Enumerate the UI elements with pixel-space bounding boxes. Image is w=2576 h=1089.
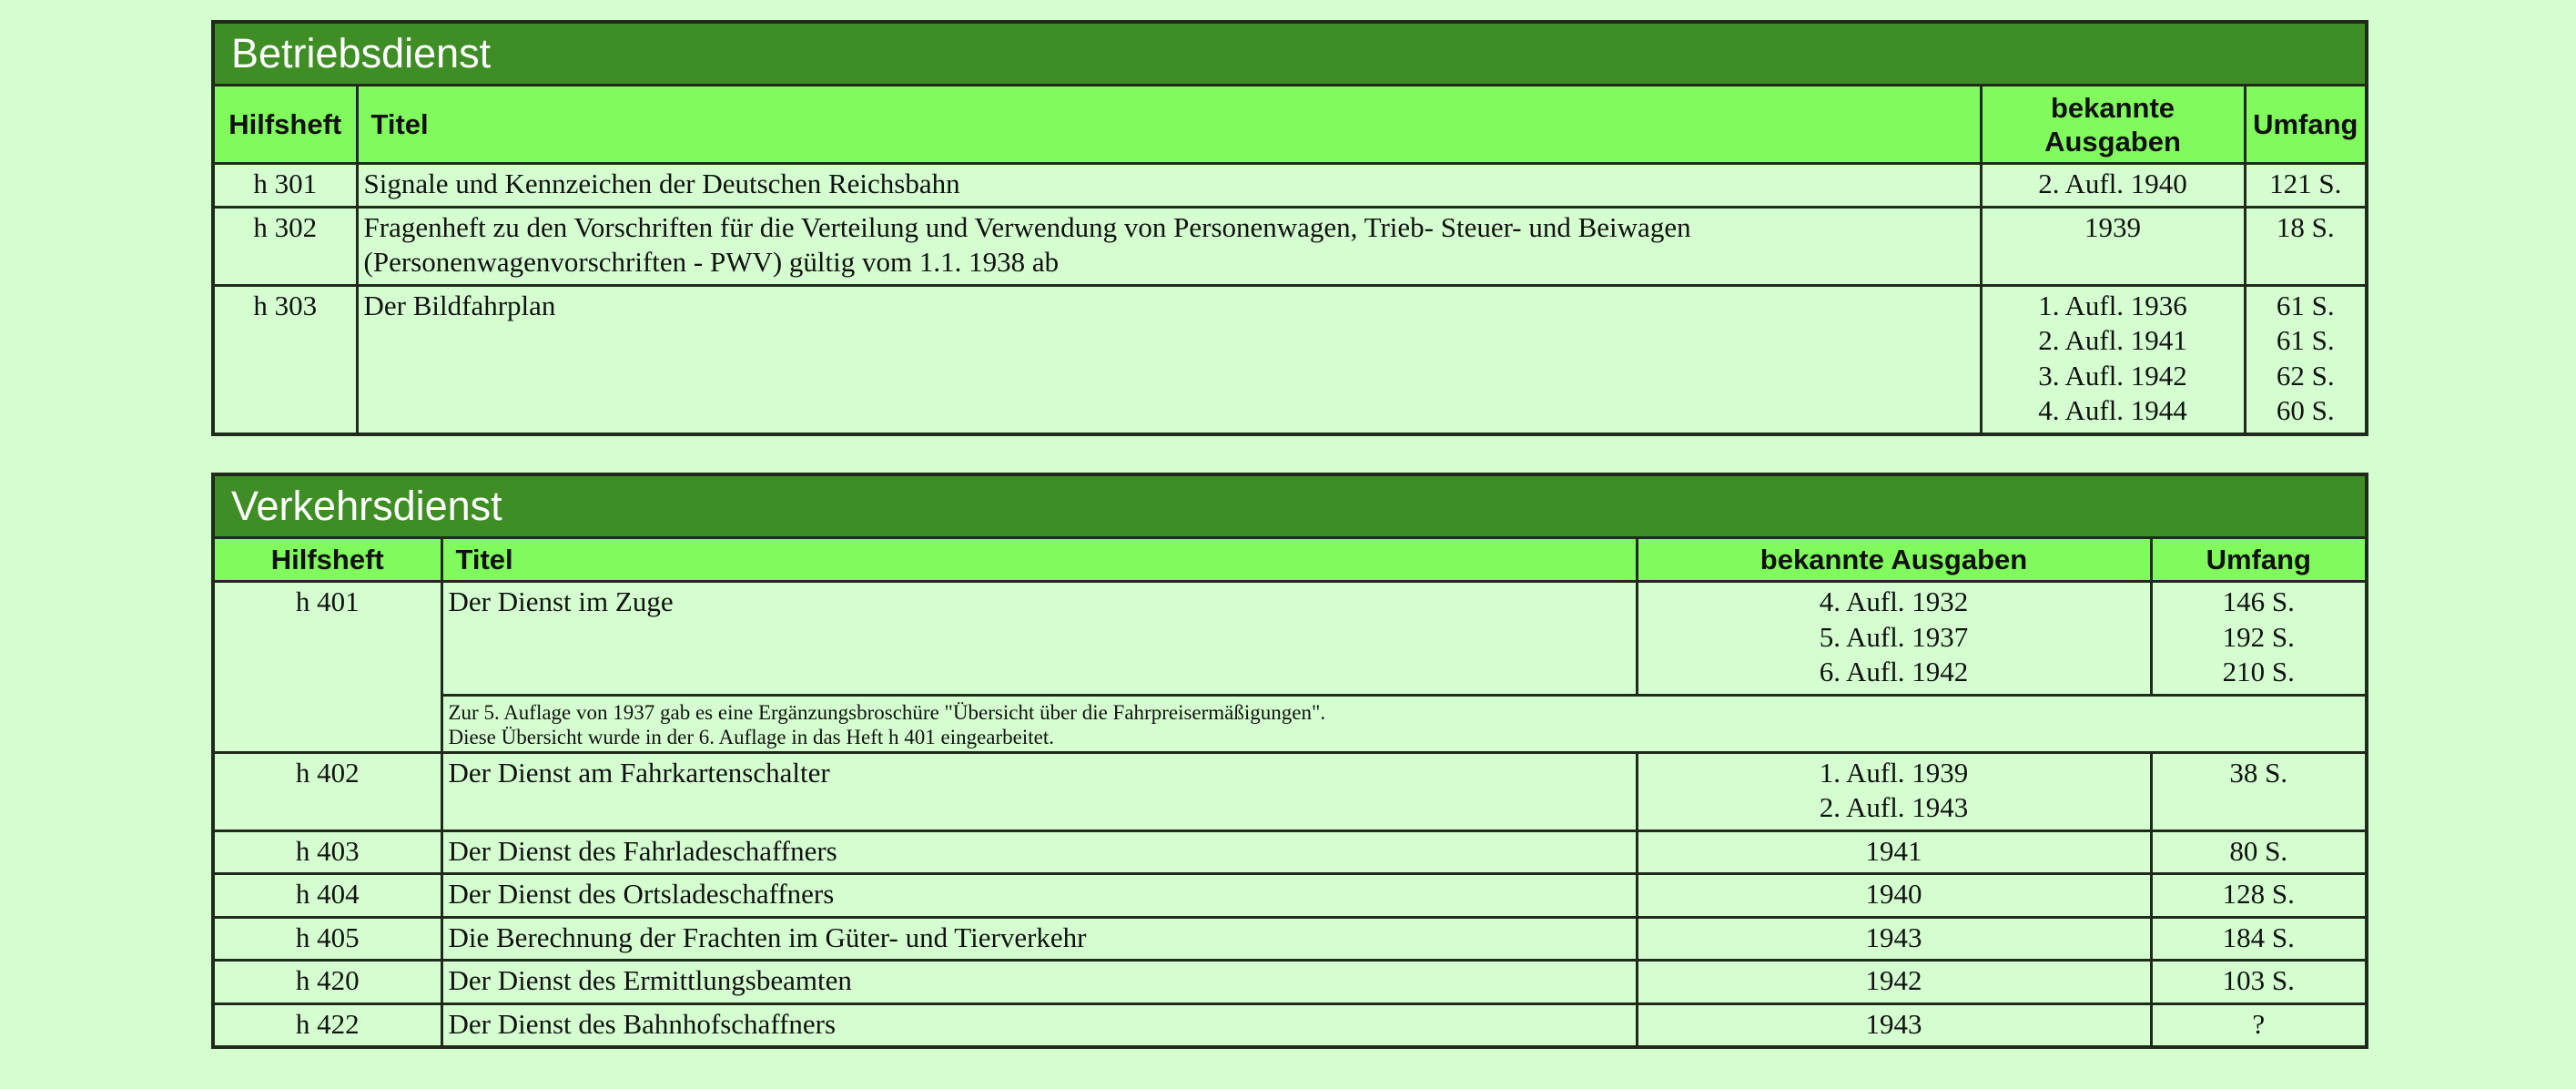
cell-hilfsheft: h 402 bbox=[213, 752, 441, 830]
cell-umfang: 80 S. bbox=[2151, 830, 2367, 874]
header-hilfsheft: Hilfsheft bbox=[213, 86, 357, 164]
ausgabe-line: 4. Aufl. 1944 bbox=[2038, 394, 2187, 426]
header-ausgaben bbox=[1981, 86, 2245, 164]
cell-ausgaben: 2. Aufl. 1940 bbox=[1981, 164, 2245, 208]
cell-ausgaben bbox=[1981, 285, 2245, 434]
cell-hilfsheft: h 303 bbox=[213, 285, 357, 434]
cell-umfang: 18 S. bbox=[2245, 207, 2367, 285]
section-title: Verkehrsdienst bbox=[213, 474, 2367, 538]
header-umfang: Umfang bbox=[2151, 538, 2367, 582]
table-title-row bbox=[213, 22, 2367, 86]
cell-ausgaben bbox=[1637, 752, 2151, 830]
cell-hilfsheft: h 403 bbox=[213, 830, 441, 874]
cell-umfang: 121 S. bbox=[2245, 164, 2367, 208]
cell-hilfsheft: h 404 bbox=[213, 874, 441, 918]
table-row bbox=[213, 164, 2367, 208]
cell-hilfsheft: h 301 bbox=[213, 164, 357, 208]
header-ausgaben-line-2: Ausgaben bbox=[2044, 125, 2181, 158]
table-row bbox=[213, 752, 2367, 830]
ausgabe-line: 5. Aufl. 1937 bbox=[1819, 620, 1969, 653]
ausgabe-line: 1. Aufl. 1936 bbox=[2038, 289, 2187, 321]
cell-titel: Der Dienst am Fahrkartenschalter bbox=[441, 752, 1637, 830]
cell-titel: Der Dienst im Zuge bbox=[441, 582, 1637, 696]
cell-titel: Der Dienst des Fahrladeschaffners bbox=[441, 830, 1637, 874]
umfang-line: 60 S. bbox=[2276, 394, 2335, 426]
verkehrsdienst-table bbox=[211, 473, 2368, 1049]
cell-umfang: 184 S. bbox=[2151, 917, 2367, 961]
betriebsdienst-table bbox=[211, 20, 2368, 436]
cell-hilfsheft: h 422 bbox=[213, 1003, 441, 1047]
ausgabe-line: 4. Aufl. 1932 bbox=[1819, 585, 1969, 617]
cell-hilfsheft: h 420 bbox=[213, 961, 441, 1004]
cell-ausgaben: 1941 bbox=[1637, 830, 2151, 874]
titel-line: Fragenheft zu den Vorschriften für die Verteilung und Verwendung von Personenwagen, Trieb- Steuer- und Beiwagen bbox=[363, 210, 1691, 243]
cell-umfang: 38 S. bbox=[2151, 752, 2367, 830]
cell-titel: Der Dienst des Ermittlungsbeamten bbox=[441, 961, 1637, 1004]
section-title: Betriebsdienst bbox=[213, 22, 2367, 86]
ausgabe-line: 2. Aufl. 1943 bbox=[1819, 791, 1969, 823]
table-row bbox=[213, 1003, 2367, 1047]
table-row bbox=[213, 207, 2367, 285]
header-titel: Titel bbox=[441, 538, 1637, 582]
cell-note bbox=[441, 695, 2367, 752]
cell-ausgaben: 1939 bbox=[1981, 207, 2245, 285]
cell-titel bbox=[357, 207, 1981, 285]
cell-ausgaben: 1943 bbox=[1637, 917, 2151, 961]
table-row bbox=[213, 285, 2367, 434]
ausgabe-line: 3. Aufl. 1942 bbox=[2038, 359, 2187, 392]
cell-ausgaben: 1940 bbox=[1637, 874, 2151, 918]
cell-umfang bbox=[2151, 582, 2367, 696]
cell-hilfsheft: h 302 bbox=[213, 207, 357, 285]
cell-ausgaben: 1943 bbox=[1637, 1003, 2151, 1047]
header-row bbox=[213, 538, 2367, 582]
umfang-line: 61 S. bbox=[2276, 324, 2335, 356]
note-row bbox=[213, 695, 2367, 752]
table-row bbox=[213, 874, 2367, 918]
header-umfang: Umfang bbox=[2245, 86, 2367, 164]
cell-titel: Die Berechnung der Frachten im Güter- und Tierverkehr bbox=[441, 917, 1637, 961]
header-ausgaben-line-1: bekannte bbox=[2050, 91, 2175, 124]
table-row bbox=[213, 830, 2367, 874]
cell-titel: Signale und Kennzeichen der Deutschen Reichsbahn bbox=[357, 164, 1981, 208]
cell-titel: Der Bildfahrplan bbox=[357, 285, 1981, 434]
header-hilfsheft: Hilfsheft bbox=[213, 538, 441, 582]
umfang-line: 62 S. bbox=[2276, 359, 2335, 392]
umfang-line: 210 S. bbox=[2222, 656, 2295, 687]
cell-titel: Der Dienst des Bahnhofschaffners bbox=[441, 1003, 1637, 1047]
cell-umfang: 103 S. bbox=[2151, 961, 2367, 1004]
table-title-row bbox=[213, 474, 2367, 538]
table-row bbox=[213, 961, 2367, 1004]
cell-hilfsheft: h 401 bbox=[213, 582, 441, 753]
cell-titel: Der Dienst des Ortsladeschaffners bbox=[441, 874, 1637, 918]
cell-umfang bbox=[2245, 285, 2367, 434]
umfang-line: 146 S. bbox=[2222, 585, 2295, 617]
titel-line: (Personenwagenvorschriften - PWV) gültig vom 1.1. 1938 ab bbox=[363, 246, 1060, 278]
table-row bbox=[213, 582, 2367, 696]
umfang-line: 61 S. bbox=[2276, 289, 2335, 321]
note-line: Zur 5. Auflage von 1937 gab es eine Ergänzungsbroschüre "Übersicht über die Fahrpreisermäßigungen". bbox=[448, 700, 1326, 724]
ausgabe-line: 2. Aufl. 1941 bbox=[2038, 324, 2187, 356]
table-row bbox=[213, 917, 2367, 961]
ausgabe-line: 1. Aufl. 1939 bbox=[1819, 756, 1969, 789]
cell-hilfsheft: h 405 bbox=[213, 917, 441, 961]
header-ausgaben: bekannte Ausgaben bbox=[1637, 538, 2151, 582]
note-line: Diese Übersicht wurde in der 6. Auflage in das Heft h 401 eingearbeitet. bbox=[448, 725, 1055, 748]
ausgabe-line: 6. Aufl. 1942 bbox=[1819, 656, 1969, 687]
cell-ausgaben: 1942 bbox=[1637, 961, 2151, 1004]
header-titel: Titel bbox=[357, 86, 1981, 164]
umfang-line: 192 S. bbox=[2222, 620, 2295, 653]
header-row bbox=[213, 86, 2367, 164]
cell-umfang: ? bbox=[2151, 1003, 2367, 1047]
cell-umfang: 128 S. bbox=[2151, 874, 2367, 918]
cell-ausgaben bbox=[1637, 582, 2151, 696]
